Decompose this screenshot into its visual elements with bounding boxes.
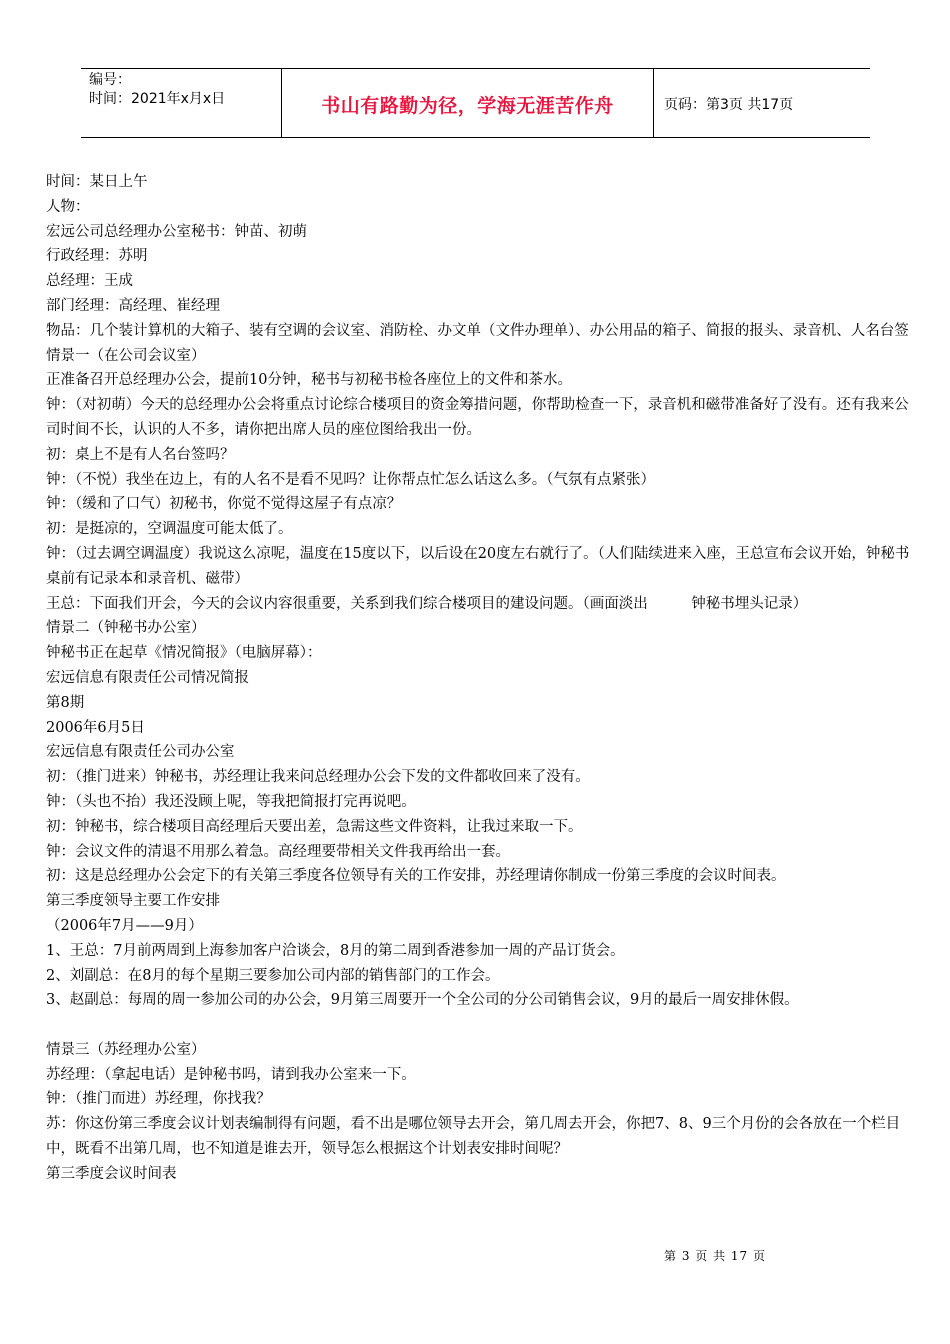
body-paragraph: 部门经理：高经理、崔经理 bbox=[46, 297, 220, 314]
page-footer: 第 3 页 共 17 页 bbox=[664, 1249, 766, 1263]
body-paragraph: 行政经理：苏明 bbox=[46, 248, 148, 265]
body-paragraph: 钟：会议文件的清退不用那么着急。高经理要带相关文件我再给出一套。 bbox=[46, 843, 510, 860]
header-motto: 书山有路勤为径，学海无涯苦作舟 bbox=[321, 95, 614, 117]
body-paragraph: 王总：下面我们开会，今天的会议内容很重要，关系到我们综合楼项目的建设问题。（画面淡出 钟秘书埋头记录） bbox=[46, 595, 808, 612]
blank-line bbox=[46, 1013, 916, 1038]
body-paragraph: 第三季度会议时间表 bbox=[46, 1165, 177, 1182]
header-page-info: 页码：第3页 共17页 bbox=[664, 97, 794, 113]
document-body bbox=[46, 170, 916, 1187]
body-paragraph: 初：（推门进来）钟秘书，苏经理让我来问总经理办公会下发的文件都收回来了没有。 bbox=[46, 769, 590, 786]
header-date-label: 时间：2021年x月x日 bbox=[89, 91, 226, 107]
body-paragraph: 初：是挺凉的，空调温度可能太低了。 bbox=[46, 521, 293, 538]
body-paragraph: 正准备召开总经理办公会，提前10分钟，秘书与初秘书检各座位上的文件和茶水。 bbox=[46, 372, 572, 389]
body-paragraph: 情景二（钟秘书办公室） bbox=[46, 620, 206, 637]
header-meta bbox=[89, 71, 279, 109]
body-paragraph: 1、王总：7月前两周到上海参加客户洽谈会，8月的第二周到香港参加一周的产品订货会。 bbox=[46, 942, 625, 959]
body-paragraph: 总经理：王成 bbox=[46, 273, 133, 290]
body-paragraph: 物品：几个装计算机的大箱子、装有空调的会议室、消防栓、办文单（文件办理单）、办公用品的箱子、简报的报头、录音机、人名台签 bbox=[46, 322, 909, 339]
body-paragraph: 钟：（推门而进）苏经理，你找我？ bbox=[46, 1091, 271, 1108]
page-header bbox=[81, 68, 870, 138]
header-divider-right bbox=[653, 69, 654, 137]
body-paragraph: 初：桌上不是有人名台签吗？ bbox=[46, 446, 235, 463]
body-paragraph: 情景三（苏经理办公室） bbox=[46, 1041, 206, 1058]
body-paragraph: 苏：你这份第三季度会议计划表编制得有问题，看不出是哪位领导去开会，第几周去开会，你把7、8、9三个月份的会各放在一个栏目中，既看不出第几周，也不知道是谁去开，领导怎么根据这个计划表安排时间呢？ bbox=[46, 1116, 901, 1158]
body-paragraph: 钟：（头也不抬）我还没顾上呢，等我把简报打完再说吧。 bbox=[46, 793, 416, 810]
body-paragraph: 宏远信息有限责任公司办公室 bbox=[46, 744, 235, 761]
body-paragraph: 钟秘书正在起草《情况简报》（电脑屏幕）： bbox=[46, 645, 322, 662]
body-paragraph: 钟：（缓和了口气）初秘书，你觉不觉得这屋子有点凉？ bbox=[46, 496, 402, 513]
body-paragraph: 人物： bbox=[46, 198, 90, 215]
body-paragraph: 宏远公司总经理办公室秘书：钟苗、初萌 bbox=[46, 223, 307, 240]
body-paragraph: 钟：（不悦）我坐在边上，有的人名不是看不见吗？让你帮点忙怎么话这么多。（气氛有点紧张） bbox=[46, 471, 655, 488]
body-paragraph: 宏远信息有限责任公司情况简报 bbox=[46, 669, 249, 686]
body-paragraph: 情景一（在公司会议室） bbox=[46, 347, 206, 364]
body-paragraph: 苏经理：（拿起电话）是钟秘书吗，请到我办公室来一下。 bbox=[46, 1066, 416, 1083]
body-paragraph: 钟：（过去调空调温度）我说这么凉呢，温度在15度以下，以后设在20度左右就行了。（人们陆续进来入座，王总宣布会议开始，钟秘书桌前有记录本和录音机、磁带） bbox=[46, 545, 910, 587]
body-paragraph: 钟：（对初萌）今天的总经理办公会将重点讨论综合楼项目的资金筹措问题，你帮助检查一下，录音机和磁带准备好了没有。还有我来公司时间不长，认识的人不多，请你把出席人员的座位图给我出一份。 bbox=[46, 397, 909, 438]
body-paragraph: 3、赵副总：每周的周一参加公司的办公会，9月第三周要开一个全公司的分公司销售会议，9月的最后一周安排休假。 bbox=[46, 992, 799, 1009]
body-paragraph: （2006年7月——9月） bbox=[46, 917, 203, 934]
body-paragraph: 2、刘副总：在8月的每个星期三要参加公司内部的销售部门的工作会。 bbox=[46, 967, 500, 984]
header-number-label: 编号： bbox=[89, 72, 131, 88]
body-paragraph: 2006年6月5日 bbox=[46, 719, 145, 736]
body-paragraph: 初：钟秘书，综合楼项目高经理后天要出差，急需这些文件资料，让我过来取一下。 bbox=[46, 818, 583, 835]
body-paragraph: 时间：某日上午 bbox=[46, 174, 148, 190]
body-paragraph: 第三季度领导主要工作安排 bbox=[46, 893, 220, 910]
body-paragraph: 第8期 bbox=[46, 694, 85, 711]
body-paragraph: 初：这是总经理办公会定下的有关第三季度各位领导有关的工作安排，苏经理请你制成一份第三季度的会议时间表。 bbox=[46, 868, 786, 885]
